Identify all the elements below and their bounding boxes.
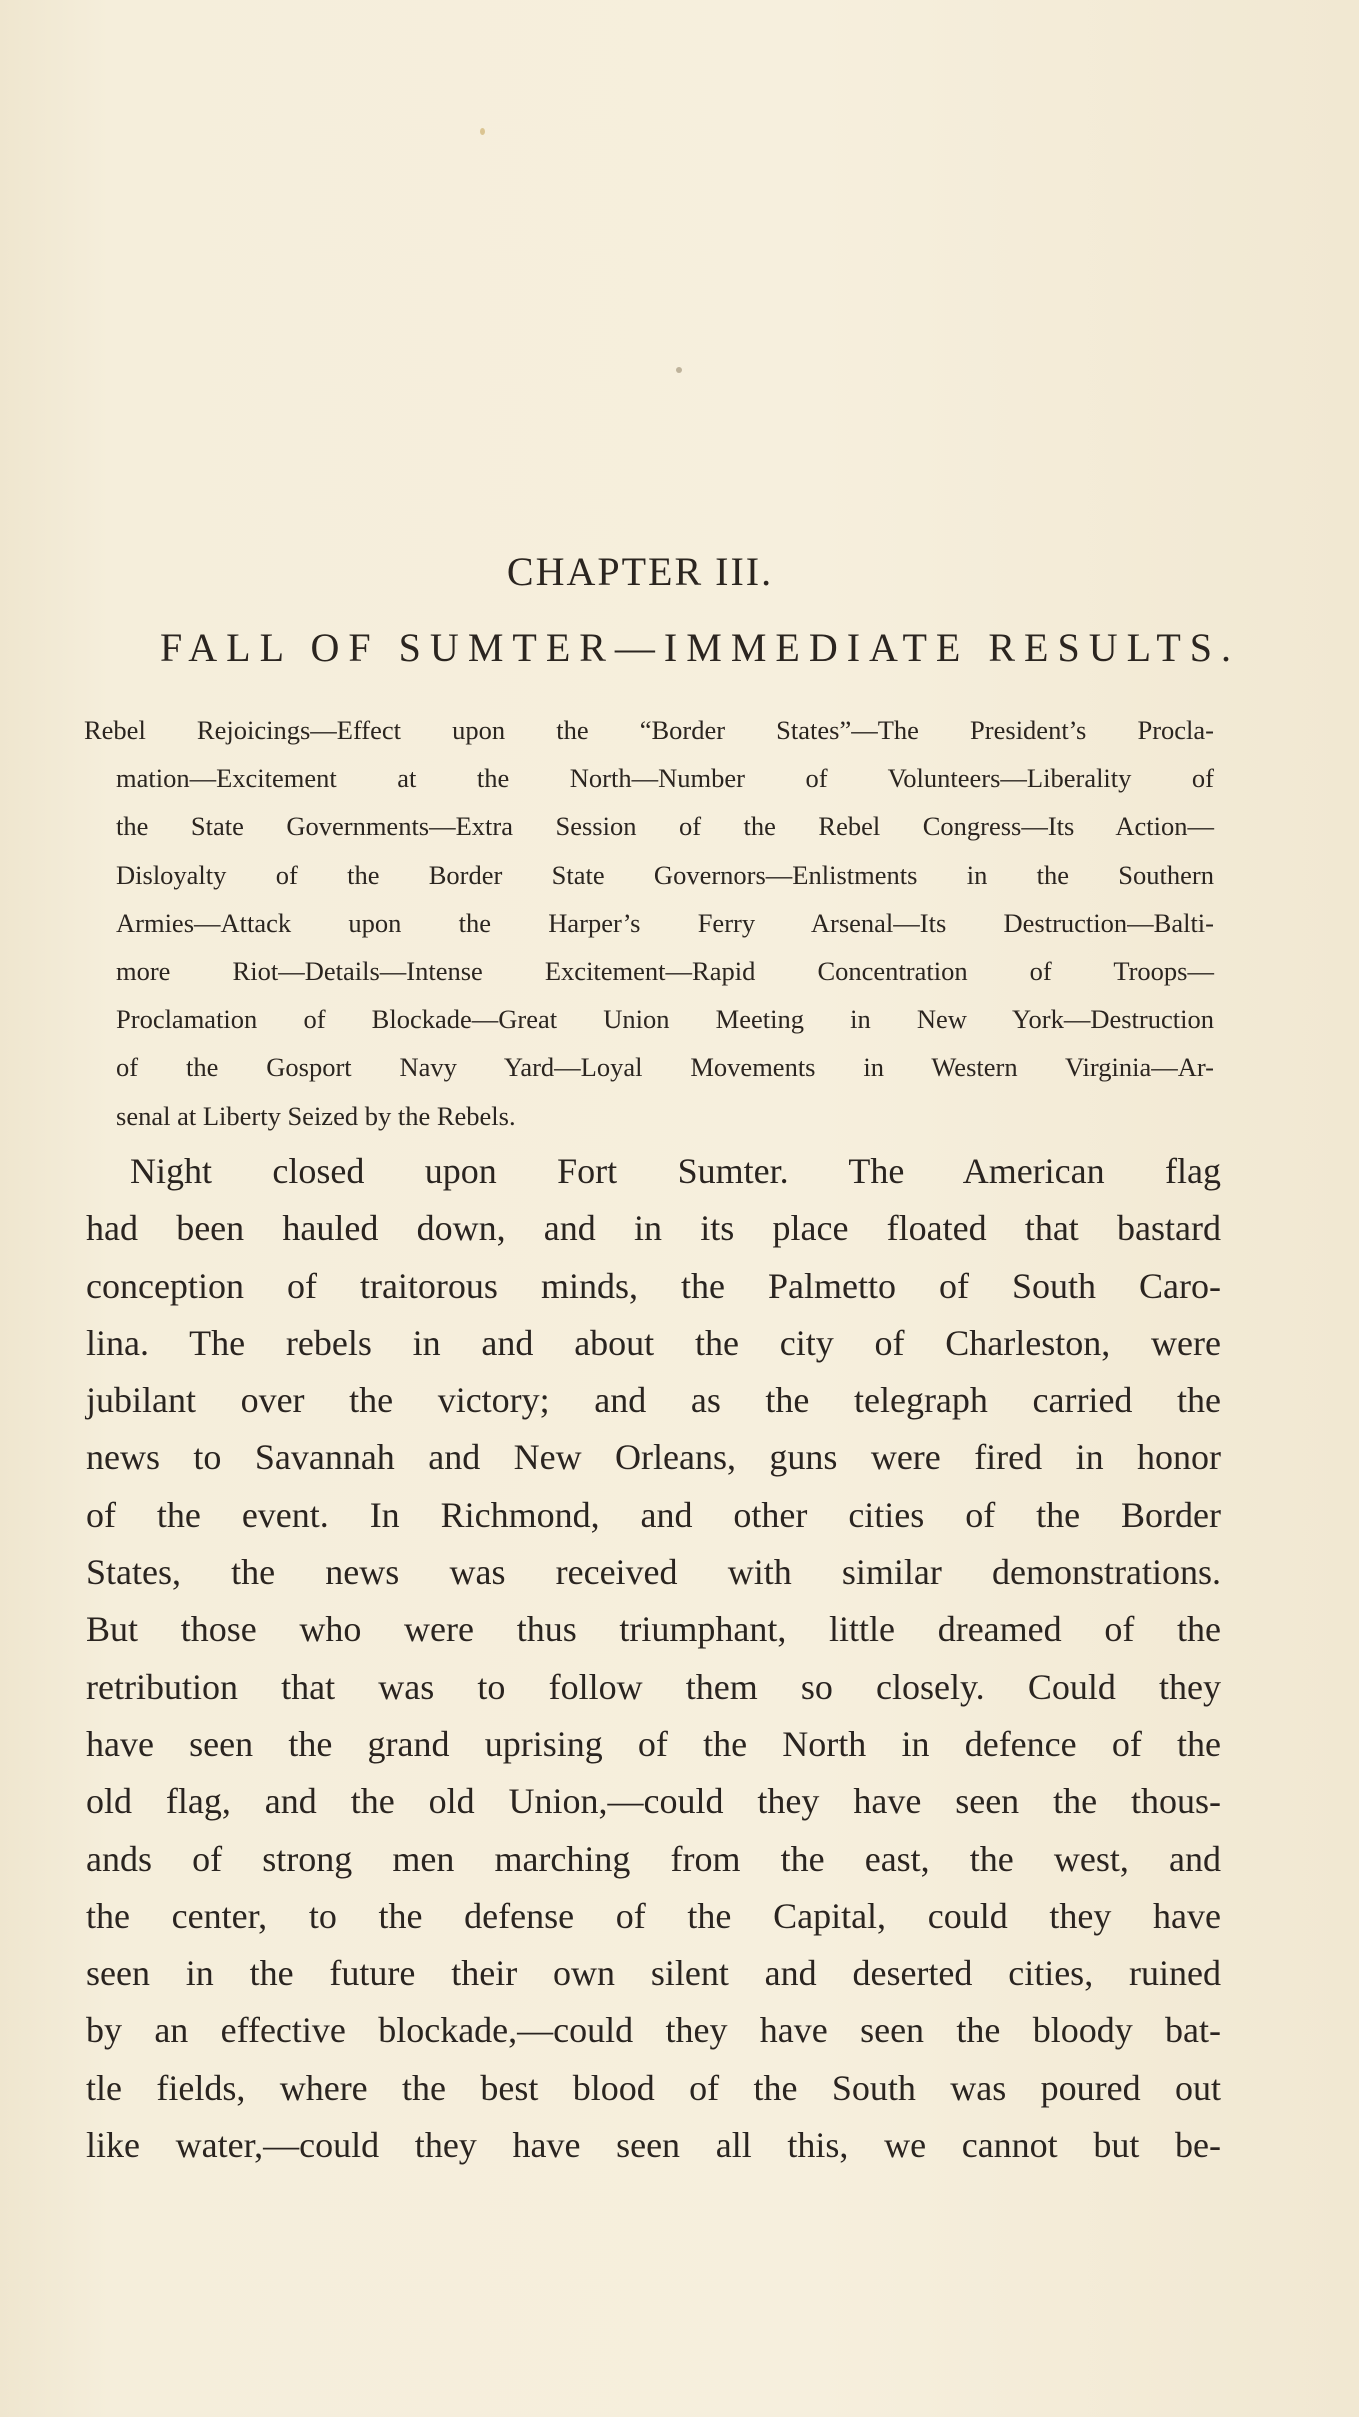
body-line: tle fields, where the best blood of the South was poured out	[86, 2067, 1221, 2108]
synopsis-line: Proclamation of Blockade—Great Union Meeting in New York—Destruction	[116, 1004, 1214, 1035]
synopsis-line: mation—Excitement at the North—Number of Volunteers—Liberality of	[116, 763, 1214, 794]
synopsis-line: Rebel Rejoicings—Effect upon the “Border States”—The President’s Procla-	[84, 715, 1214, 745]
body-line: Night closed upon Fort Sumter. The American flag	[130, 1151, 1221, 1191]
synopsis-line: senal at Liberty Seized by the Rebels.	[116, 1100, 516, 1131]
synopsis-line: more Riot—Details—Intense Excitement—Rapid Concentration of Troops—	[116, 956, 1214, 987]
body-line: lina. The rebels in and about the city of Charleston, were	[86, 1322, 1221, 1363]
body-paragraph	[86, 1143, 1221, 2174]
body-line: conception of traitorous minds, the Palmetto of South Caro-	[86, 1265, 1221, 1306]
body-line: ands of strong men marching from the east, the west, and	[86, 1838, 1221, 1879]
chapter-title: FALL OF SUMTER—IMMEDIATE RESULTS.	[160, 625, 1241, 670]
synopsis-line: Disloyalty of the Border State Governors—Enlistments in the Southern	[116, 859, 1214, 890]
body-line: seen in the future their own silent and deserted cities, ruined	[86, 1953, 1221, 1994]
body-line: have seen the grand uprising of the North in defence of the	[86, 1723, 1221, 1764]
body-line: of the event. In Richmond, and other cities of the Border	[86, 1494, 1221, 1535]
paper-speck	[676, 367, 682, 373]
body-line: old flag, and the old Union,—could they have seen the thous-	[86, 1781, 1221, 1822]
body-line: like water,—could they have seen all this, we cannot but be-	[86, 2125, 1221, 2166]
synopsis-line: the State Governments—Extra Session of the Rebel Congress—Its Action—	[116, 811, 1214, 842]
body-line: had been hauled down, and in its place floated that bastard	[86, 1208, 1221, 1249]
synopsis-line: Armies—Attack upon the Harper’s Ferry Arsenal—Its Destruction—Balti-	[116, 907, 1214, 938]
synopsis-line: of the Gosport Navy Yard—Loyal Movements in Western Virginia—Ar-	[116, 1052, 1214, 1083]
body-line: retribution that was to follow them so closely. Could they	[86, 1666, 1221, 1707]
body-line: jubilant over the victory; and as the telegraph carried the	[86, 1380, 1221, 1421]
body-line: the center, to the defense of the Capital, could they have	[86, 1895, 1221, 1936]
paper-speck	[480, 128, 485, 135]
body-line: But those who were thus triumphant, little dreamed of the	[86, 1609, 1221, 1650]
body-line: by an effective blockade,—could they have seen the bloody bat-	[86, 2010, 1221, 2051]
body-line: States, the news was received with similar demonstrations.	[86, 1552, 1221, 1593]
chapter-heading: CHAPTER III.	[506, 549, 774, 594]
body-line: news to Savannah and New Orleans, guns were fired in honor	[86, 1437, 1221, 1478]
chapter-synopsis	[84, 706, 1214, 1140]
